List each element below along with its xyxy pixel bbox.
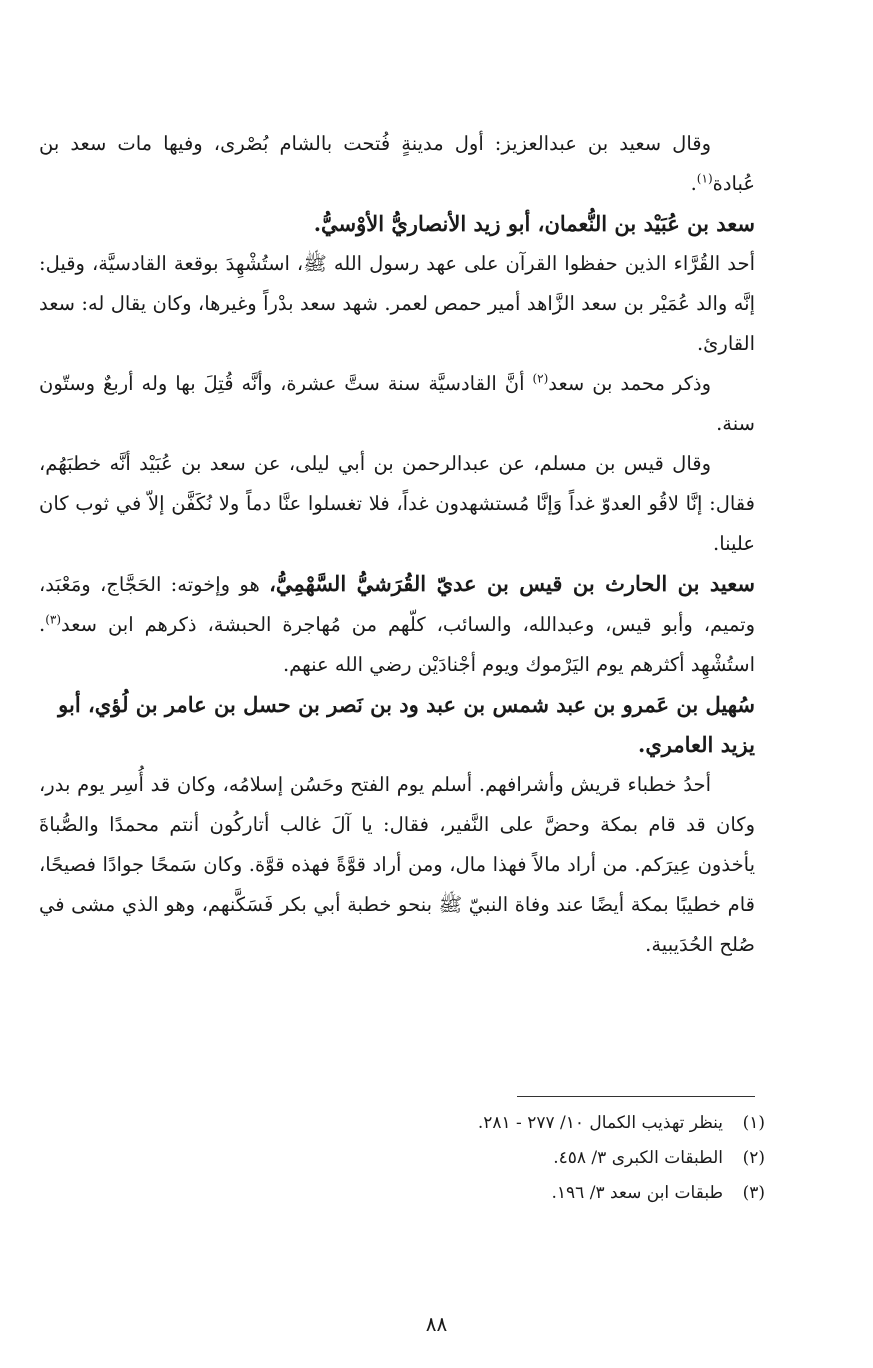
paragraph-text-rest: أنَّ القادسيَّة سنة ستَّ عشرة، وأنَّه قُتِلَ بها وله أربعٌ وستّون سنة. <box>39 372 755 435</box>
footnote-text: طبقات ابن سعد ٣/ ١٩٦. <box>551 1183 723 1203</box>
paragraph-text: هو وإخوته: الحَجَّاج، ومَعْبَد، وتميم، وأبو قيس، وعبدالله، والسائب، كلّهم من مُهاجرة الحبشة، ذكرهم ابن سعد <box>39 573 755 636</box>
paragraph-text-rest: . استُشْهِد أكثرهم يوم اليَرْموك ويوم أجْنادَيْن رضي الله عنهم. <box>39 613 755 676</box>
paragraph-said-bin-harith <box>39 564 755 685</box>
entry-heading-said-bin-harith: سعيد بن الحارث بن قيس بن عديّ القُرَشيُّ السَّهْمِيُّ، <box>269 571 755 596</box>
footnote-ref-1: (١) <box>696 171 713 186</box>
paragraph-qays-bin-muslim: وقال قيس بن مسلم، عن عبدالرحمن بن أبي ليلى، عن سعد بن عُبَيْد أنَّه خطبَهُم، فقال: إنَّا لاقُو العدوّ غداً وَإنَّا مُستشهدون غداً، فلا تغسلوا عنَّا دماً ولا نُكَفَّن إلاّ في ثوب كان علينا. <box>39 452 755 555</box>
footnotes <box>45 1106 765 1211</box>
page-number: ٨٨ <box>425 1312 448 1336</box>
footnote-ref-3: (٣) <box>45 612 62 627</box>
footnote-number: (٣) <box>742 1183 765 1203</box>
footnote-number: (٢) <box>742 1148 765 1168</box>
footnote-separator <box>517 1096 755 1097</box>
footnote-number: (١) <box>742 1113 765 1133</box>
footnote-item <box>45 1106 765 1141</box>
footnote-ref-2: (٢) <box>532 371 549 386</box>
main-text <box>39 124 755 965</box>
footnote-text: الطبقات الكبرى ٣/ ٤٥٨. <box>553 1148 723 1168</box>
paragraph-said-bin-abdulaziz <box>39 124 755 204</box>
paragraph-saad-bio: أحد القُرَّاء الذين حفظوا القرآن على عهد رسول الله ﷺ، استُشْهِدَ بوقعة القادسيَّة، وقيل: إنَّه والد عُمَيْر بن سعد الزَّاهد أمير حمص لعمر. شهد سعد بدْراً وغيرها، وكان يقال له: سعد القارئ. <box>39 252 755 355</box>
entry-heading-saad-bin-ubaid: سعد بن عُبَيْد بن النُّعمان، أبو زيد الأنصاريُّ الأوْسيُّ. <box>313 211 755 236</box>
footnote-item <box>45 1176 765 1211</box>
paragraph-text: وذكر محمد بن سعد <box>548 372 711 395</box>
paragraph-text: وقال سعيد بن عبدالعزيز: أول مدينةٍ فُتحت بالشام بُصْرى، وفيها مات سعد بن عُبادة <box>39 132 755 195</box>
footnote-text: ينظر تهذيب الكمال ١٠/ ٢٧٧ - ٢٨١. <box>477 1113 723 1133</box>
paragraph-ibn-saad-qadisiyya <box>39 364 755 444</box>
entry-heading-suhail-bin-amr: سُهيل بن عَمرو بن عبد شمس بن عبد ود بن نَصر بن حسل بن عامر بن لُؤي، أبو يزيد العامري. <box>58 692 755 757</box>
footnote-item <box>45 1141 765 1176</box>
paragraph-end: . <box>690 172 697 195</box>
paragraph-suhail-bio: أحدُ خطباء قريش وأشرافهم. أسلم يوم الفتح وحَسُن إسلامُه، وكان قد أُسِر يوم بدر، وكان قد قام بمكة وحضَّ على النَّفير، فقال: يا آلَ غالب أتاركُون أنتم محمدًا والصُّباةَ يأخذون عِيرَكم. من أراد مالاً فهذا مال، ومن أراد قوَّةً فهذه قوَّة. وكان سَمحًا جوادًا فصيحًا، قام خطيبًا بمكة أيضًا عند وفاة النبيّ ﷺ بنحو خطبة أبي بكر فَسَكَّنهم، وهو الذي مشى في صُلح الحُدَيبية. <box>39 773 755 956</box>
